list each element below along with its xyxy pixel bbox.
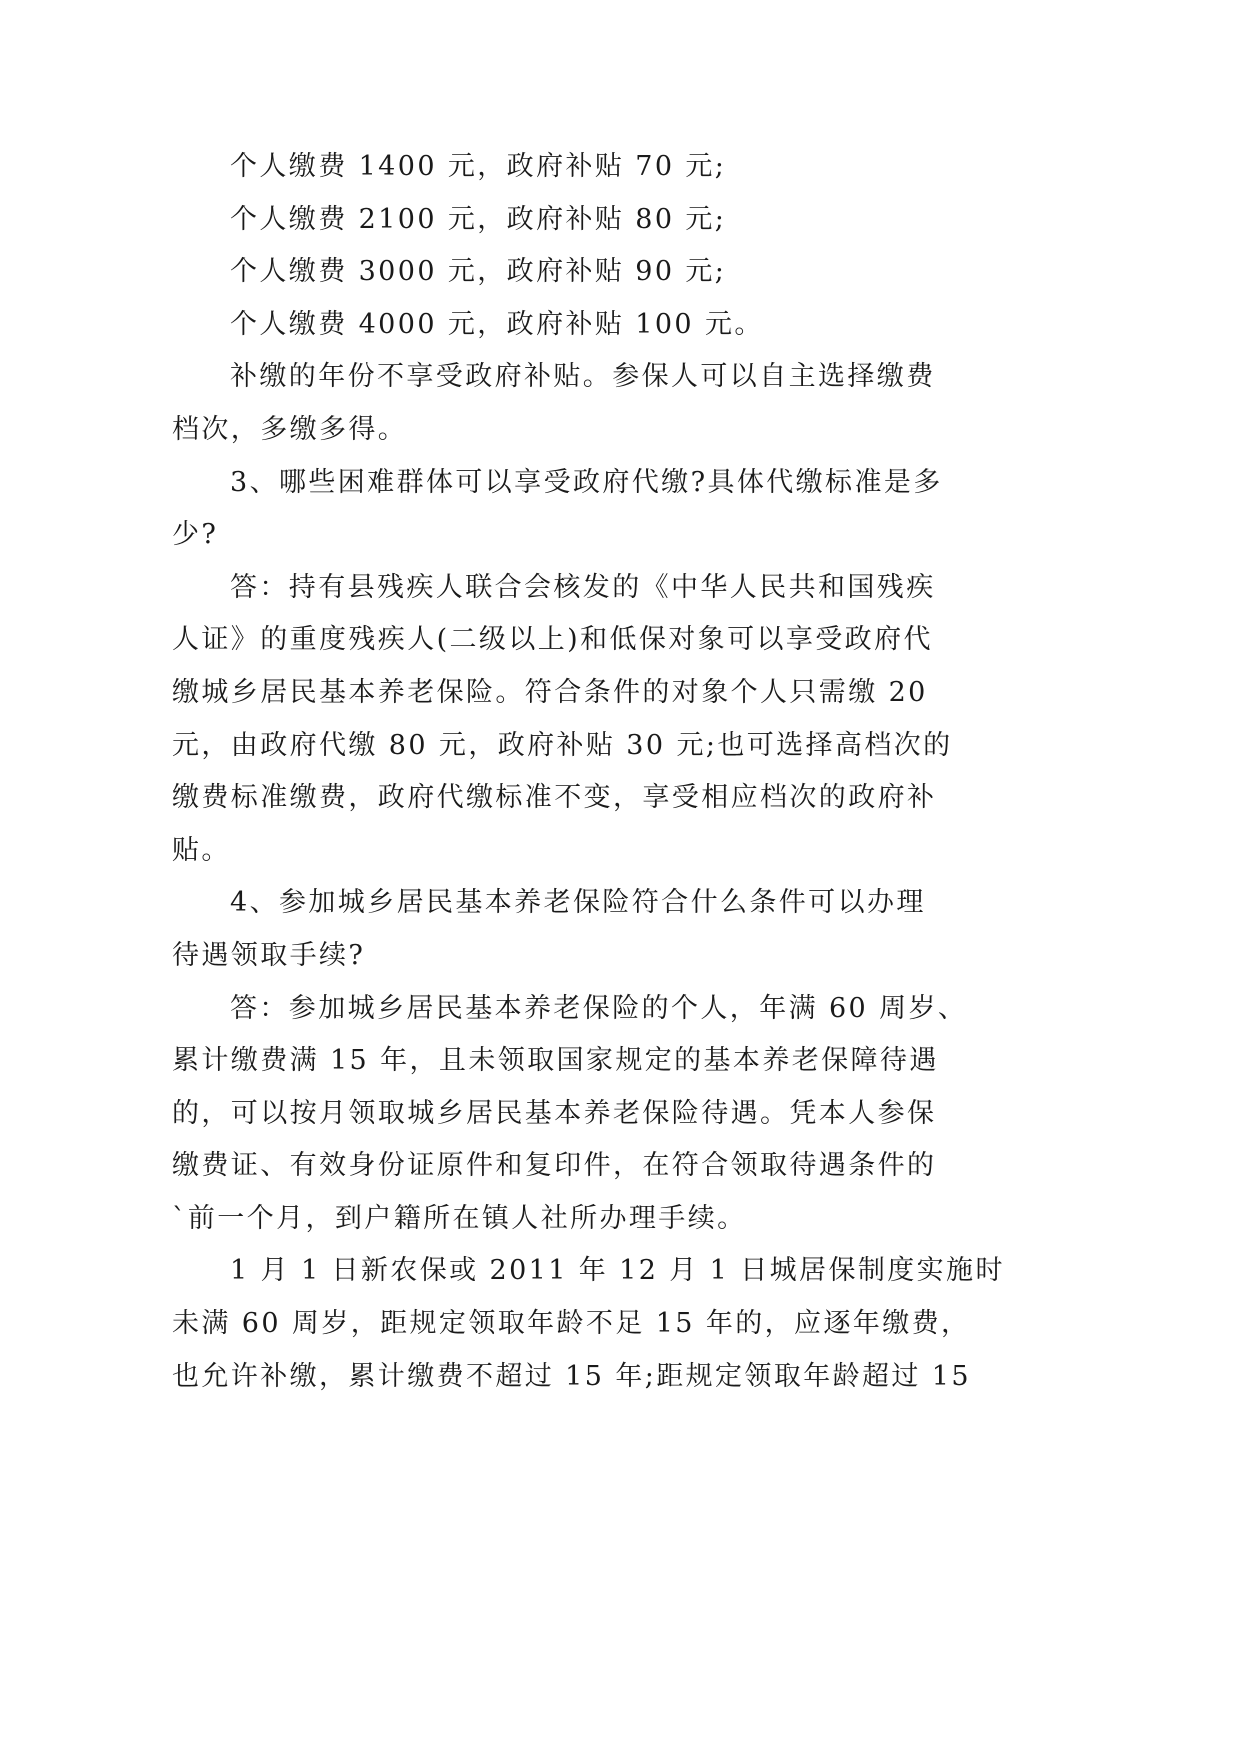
text-line: 4、参加城乡居民基本养老保险符合什么条件可以办理	[230, 887, 926, 919]
paragraph	[172, 983, 968, 1246]
text-line: 3、哪些困难群体可以享受政府代缴?具体代缴标准是多	[230, 466, 943, 498]
text-line: 个人缴费 3000 元，政府补贴 90 元;	[230, 256, 727, 288]
text-line: 的，可以按月领取城乡居民基本养老保险待遇。凭本人参保	[172, 1097, 937, 1129]
text-line: 缴费标准缴费，政府代缴标准不变，享受相应档次的政府补	[172, 782, 937, 814]
text-line: 累计缴费满 15 年，且未领取国家规定的基本养老保障待遇	[172, 1045, 939, 1077]
text-line: 答：参加城乡居民基本养老保险的个人，年满 60 周岁、	[230, 992, 968, 1024]
text-line: 贴。	[172, 834, 231, 866]
text-line: 待遇领取手续?	[172, 939, 366, 971]
text-line: 缴费证、有效身份证原件和复印件，在符合领取待遇条件的	[172, 1150, 937, 1182]
text-line: 1 月 1 日新农保或 2011 年 12 月 1 日城居保制度实施时	[230, 1255, 1005, 1287]
paragraph	[172, 877, 952, 982]
paragraph	[172, 1245, 1005, 1403]
paragraph	[172, 457, 952, 562]
text-line: 少?	[172, 519, 219, 551]
text-line: 人证》的重度残疾人(二级以上)和低保对象可以享受政府代	[172, 624, 933, 656]
paragraph	[172, 246, 952, 299]
paragraph	[172, 141, 952, 194]
text-line: 个人缴费 1400 元，政府补贴 70 元;	[230, 151, 727, 182]
text-line: 缴城乡居民基本养老保险。符合条件的对象个人只需缴 20	[172, 676, 928, 708]
text-line: 个人缴费 2100 元，政府补贴 80 元;	[230, 203, 727, 235]
text-line: 未满 60 周岁，距规定领取年龄不足 15 年的，应逐年缴费，	[172, 1308, 971, 1340]
text-line: `前一个月，到户籍所在镇人社所办理手续。	[172, 1202, 747, 1234]
text-line: 档次，多缴多得。	[172, 413, 408, 445]
document-page	[172, 141, 1005, 1403]
text-line: 答：持有县残疾人联合会核发的《中华人民共和国残疾	[230, 571, 936, 603]
text-line: 个人缴费 4000 元，政府补贴 100 元。	[230, 308, 764, 340]
text-line: 补缴的年份不享受政府补贴。参保人可以自主选择缴费	[230, 361, 936, 393]
paragraph	[172, 562, 952, 878]
text-line: 元，由政府代缴 80 元，政府补贴 30 元;也可选择高档次的	[172, 729, 953, 761]
paragraph	[172, 194, 952, 247]
paragraph	[172, 351, 952, 456]
paragraph	[172, 299, 952, 352]
text-line: 也允许补缴，累计缴费不超过 15 年;距规定领取年龄超过 15	[172, 1360, 971, 1392]
